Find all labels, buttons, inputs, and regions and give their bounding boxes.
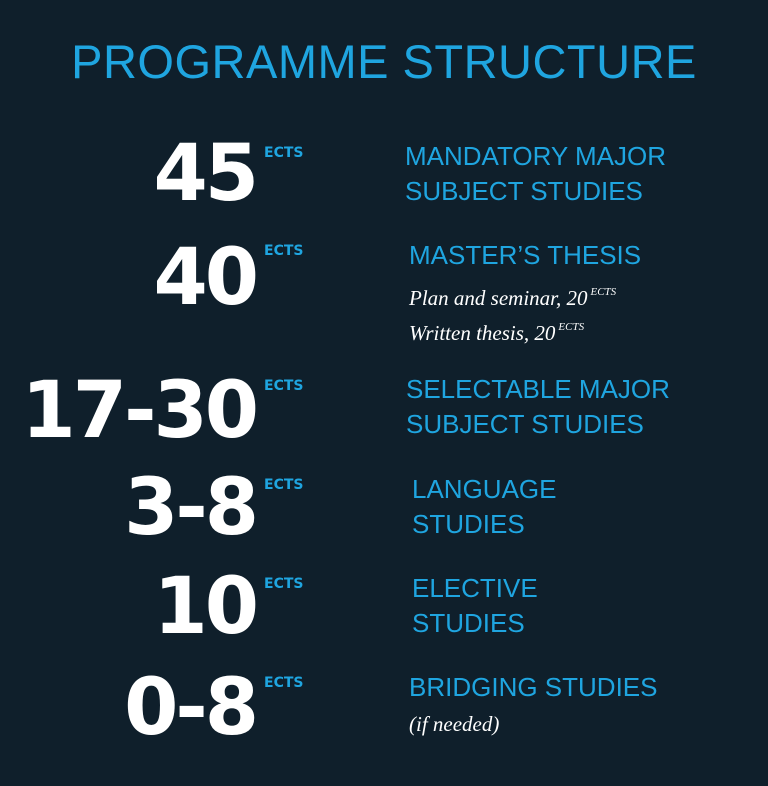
label-line: ELECTIVE xyxy=(412,573,538,603)
label-line: SUBJECT STUDIES xyxy=(405,176,643,206)
credits-mandatory-major: 45 xyxy=(153,129,256,219)
label-line: SELECTABLE MAJOR xyxy=(406,374,670,404)
label-line: BRIDGING STUDIES xyxy=(409,672,658,702)
label-line: STUDIES xyxy=(412,509,525,539)
label-masters-thesis xyxy=(409,238,641,273)
credits-bridging: 0-8 xyxy=(124,663,256,753)
label-line: MASTER’S THESIS xyxy=(409,240,642,270)
ects-unit: ECTS xyxy=(264,243,304,259)
credits-elective: 10 xyxy=(153,562,256,652)
label-elective xyxy=(412,571,538,641)
label-line: LANGUAGE xyxy=(412,474,557,504)
credits-masters-thesis: 40 xyxy=(153,233,256,323)
ects-unit: ECTS xyxy=(264,576,304,592)
ects-unit: ECTS xyxy=(264,145,304,161)
label-bridging xyxy=(409,670,657,705)
detail-text: Plan and seminar, 20 xyxy=(409,286,588,310)
thesis-detail-written xyxy=(409,312,584,348)
label-line: STUDIES xyxy=(412,608,525,638)
ects-unit: ECTS xyxy=(264,477,304,493)
detail-text: Written thesis, 20 xyxy=(409,321,556,345)
thesis-detail-plan xyxy=(409,277,616,313)
credits-language: 3-8 xyxy=(124,463,256,553)
detail-unit: ECTS xyxy=(590,286,617,298)
ects-unit: ECTS xyxy=(264,675,304,691)
label-line: MANDATORY MAJOR xyxy=(405,141,667,171)
label-line: SUBJECT STUDIES xyxy=(406,409,644,439)
bridging-note: (if needed) xyxy=(409,712,500,736)
label-language xyxy=(412,472,557,542)
credits-selectable-major: 17-30 xyxy=(21,366,256,456)
page-title: PROGRAMME STRUCTURE xyxy=(71,35,697,88)
detail-unit: ECTS xyxy=(558,321,585,333)
label-selectable-major xyxy=(406,372,670,442)
ects-unit: ECTS xyxy=(264,378,304,394)
label-mandatory-major xyxy=(405,139,666,209)
